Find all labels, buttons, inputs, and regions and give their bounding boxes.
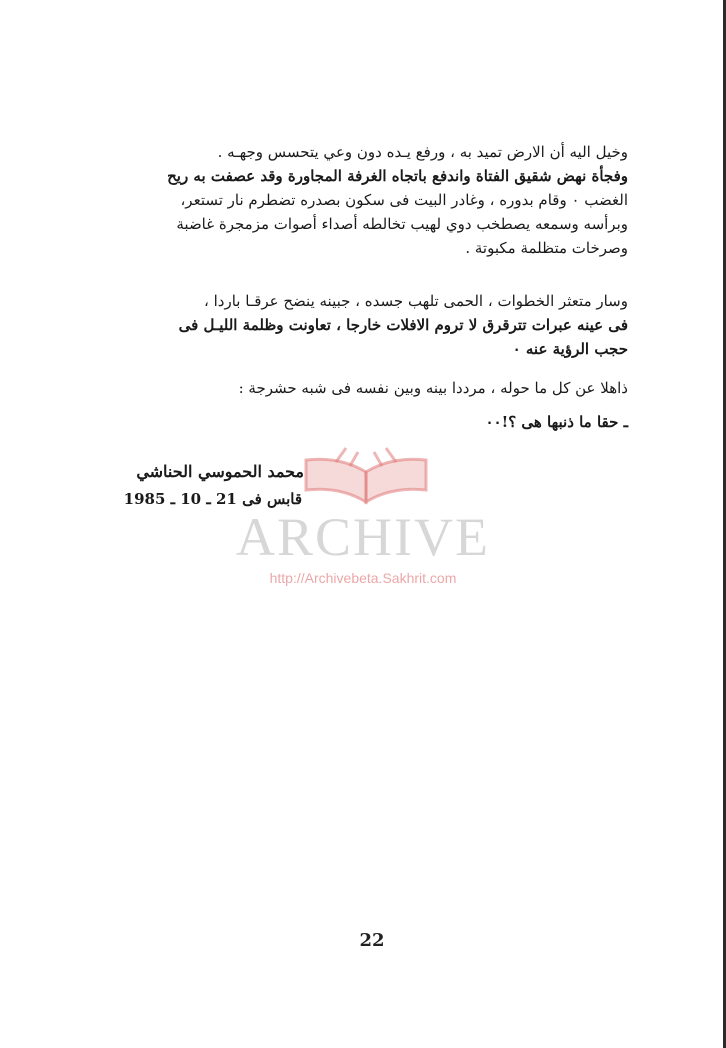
text-line: ـ حقا ما ذنبها هى ؟!٠٠ xyxy=(485,413,628,431)
text-line: حجب الرؤية عنه ٠ xyxy=(512,340,628,358)
paragraph-2 xyxy=(100,289,628,361)
text-line: ذاهلا عن كل ما حوله ، مرددا بينه وبين نفسه فى شبه حشرجة : xyxy=(238,379,628,397)
text-line: وفجأة نهض شقيق الفتاة واندفع باتجاه الغرفة المجاورة وقد عصفت به ريح xyxy=(167,167,628,185)
text-line: الغضب ٠ وقام بدوره ، وغادر البيت فى سكون بصدره تضطرم نار تستعر، xyxy=(180,191,628,209)
watermark-text: ARCHIVE xyxy=(236,507,490,567)
text-line: وخيل اليه أن الارض تميد به ، ورفع يـده دون وعي يتحسس وجهـه . xyxy=(217,143,628,161)
text-line: فى عينه عبرات تترقرق لا تروم الافلات خارجا ، تعاونت وظلمة الليـل فى xyxy=(178,316,628,334)
author-name: محمد الحموسي الحناشي xyxy=(136,462,304,481)
text-line: وسار متعثر الخطوات ، الحمى تلهب جسده ، جبينه ينضح عرقـا باردا ، xyxy=(204,292,628,310)
page-number: 22 xyxy=(359,930,385,951)
watermark-url: http://Archivebeta.Sakhrit.com xyxy=(269,570,457,586)
text-line: وبرأسه وسمعه يصطخب دوي لهيب تخالطه أصداء أصوات مزمجرة غاضبة xyxy=(176,215,628,233)
text-line: وصرخات متظلمة مكبوتة . xyxy=(465,239,628,257)
paragraph-1 xyxy=(100,140,628,260)
paragraph-3 xyxy=(100,376,628,400)
place-date: قابس فى 21 ـ 10 ـ 1985 xyxy=(123,490,302,508)
paragraph-4 xyxy=(100,410,628,434)
open-book-icon xyxy=(296,446,436,508)
